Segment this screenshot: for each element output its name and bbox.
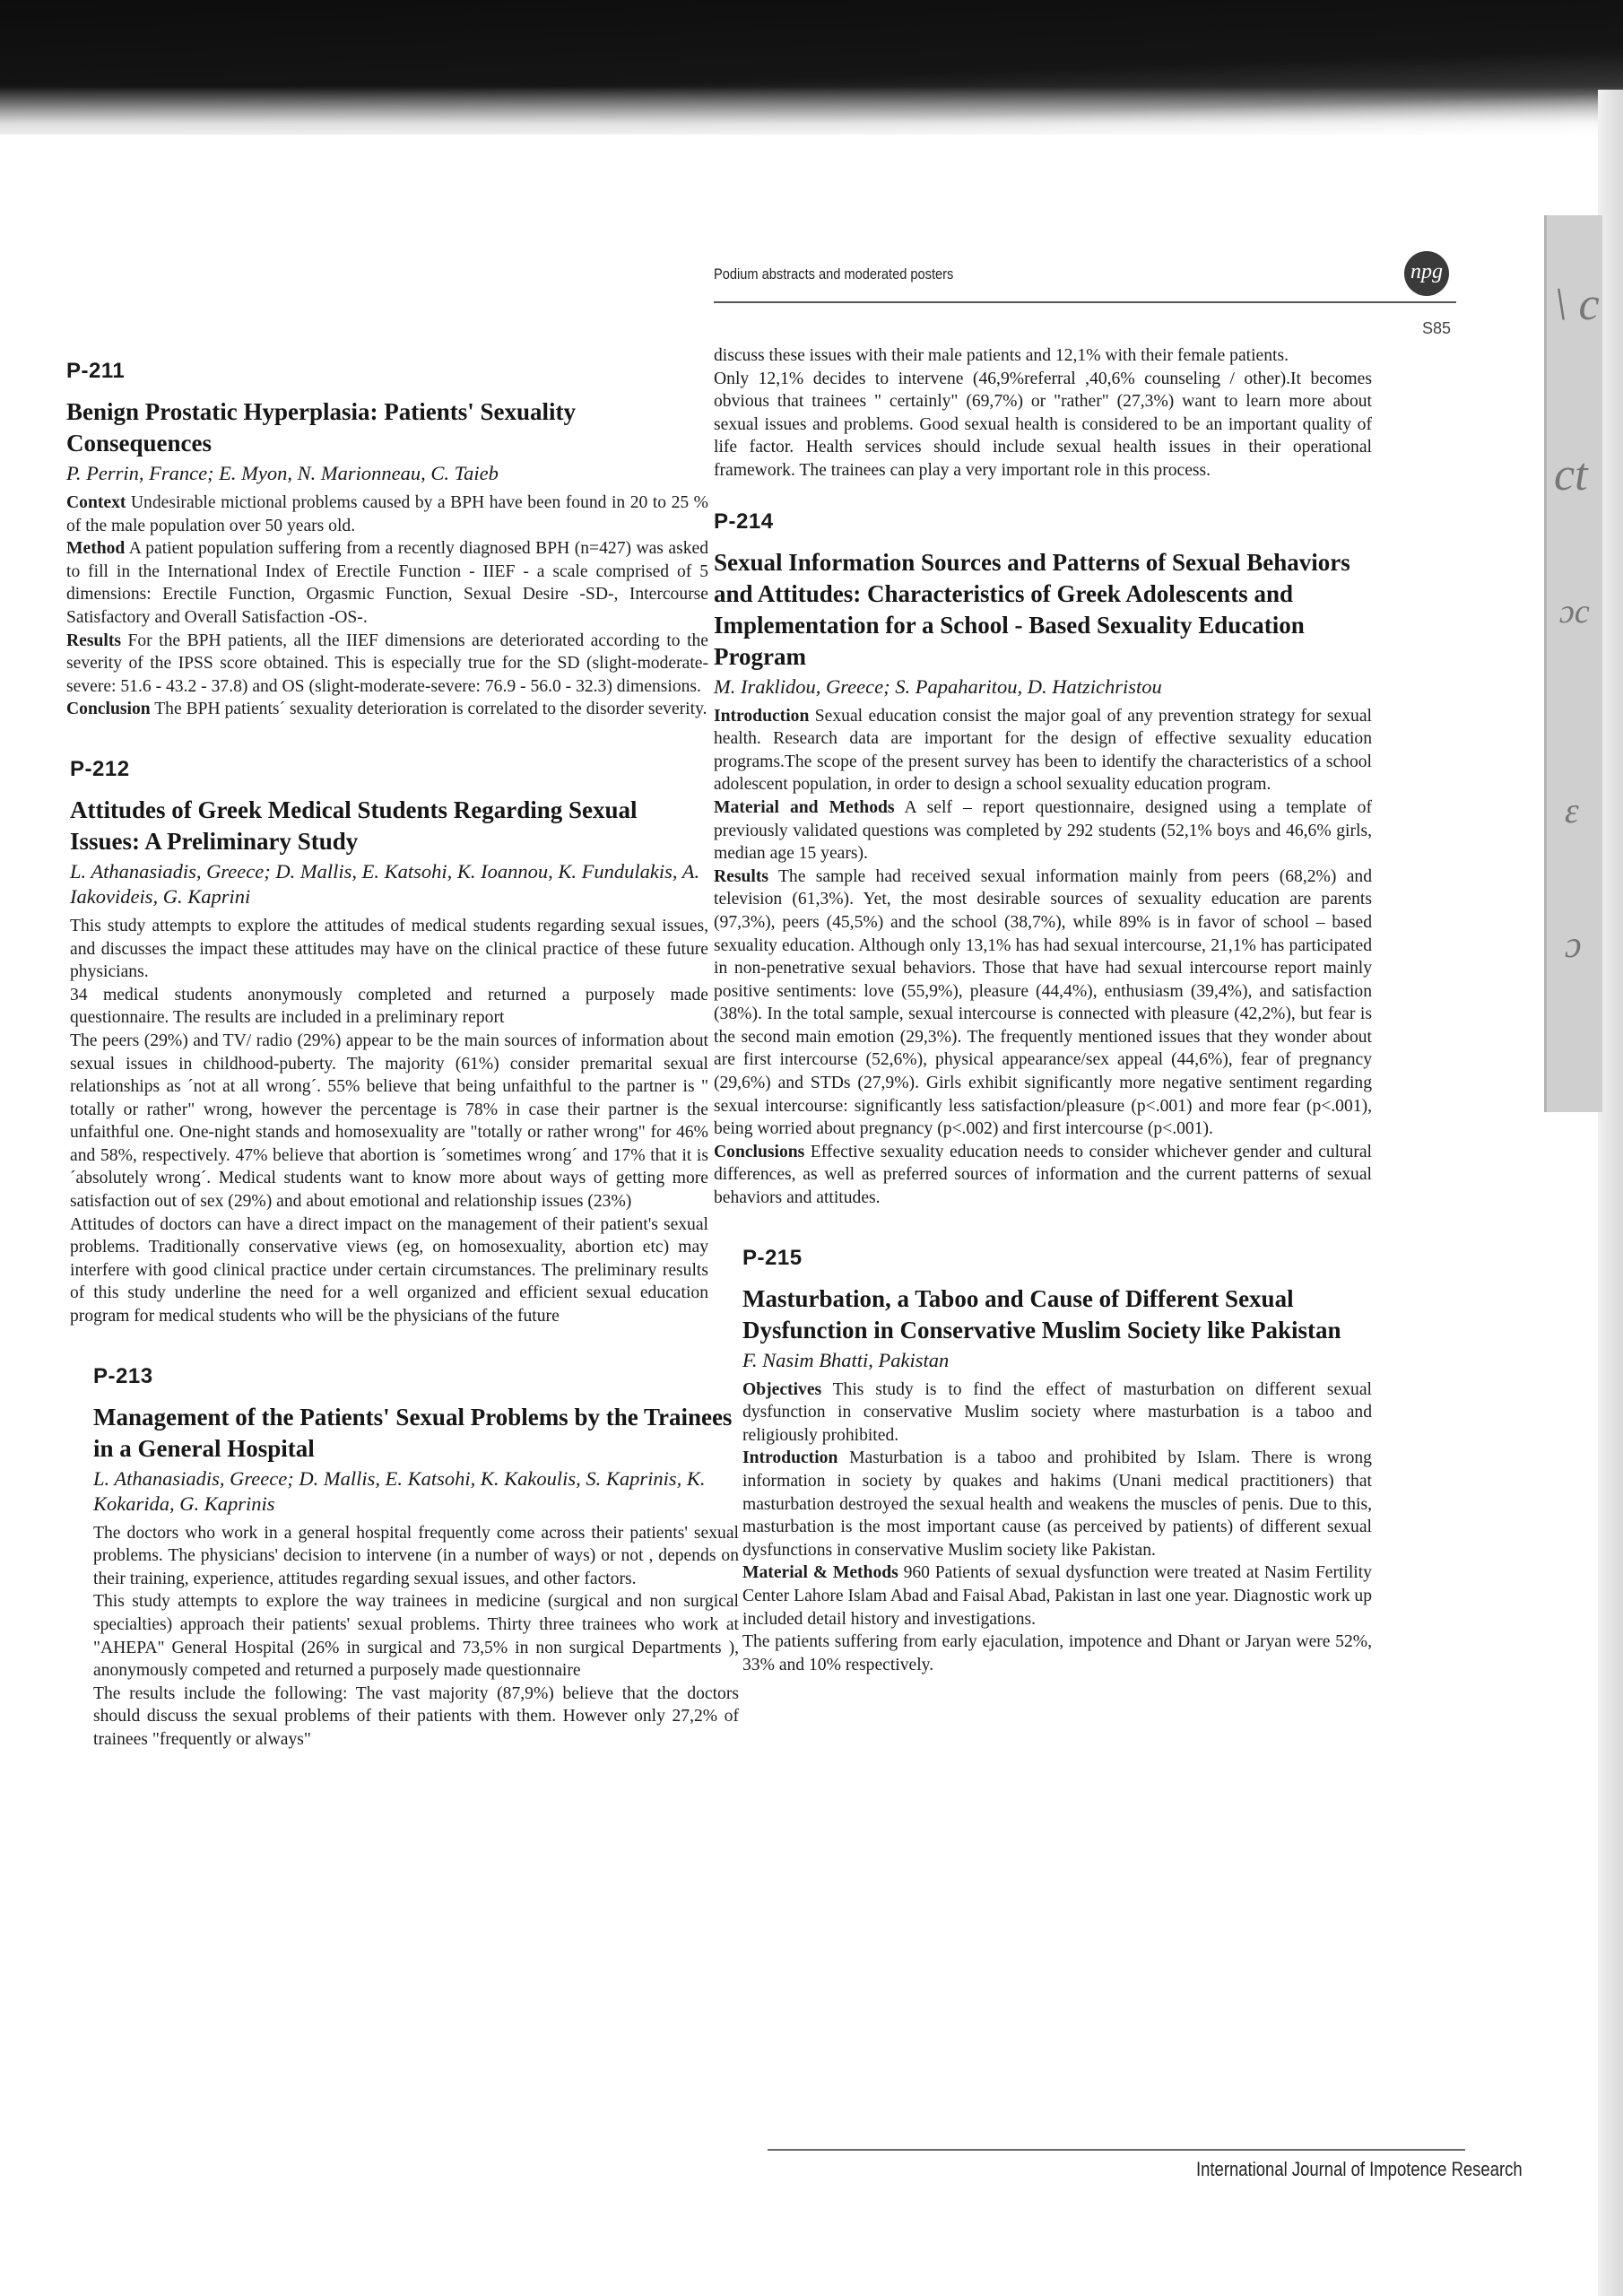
abstract-p215 xyxy=(742,1246,1372,1677)
section-label: Conclusions xyxy=(714,1142,805,1161)
section-label: Context xyxy=(66,493,126,512)
paragraph-text: A patient population suffering from a recently diagnosed BPH (n=427) was asked to fill in the International Index of Erectile Function - IIEF - a scale comprised of 5 dimensions: Erectile Function, Orgasmic Function, Sexual Desire -SD-, Intercourse Satisfactory and Overall Satisfaction -OS-. xyxy=(66,539,708,627)
introduction-paragraph xyxy=(714,705,1372,796)
results-paragraph xyxy=(66,630,708,699)
p213-continued: Only 12,1% decides to intervene (46,9%referral ,40,6% counseling / other).It becomes obvious that trainees " certainly" (69,7%) or "rather" (27,3%) want to learn more about sexual issues and problems. Good sexual health is considered to be an important quality of life factor. Health services should include sexual health issues in their operational framework. The trainees can play a very important role in this process. xyxy=(714,369,1372,480)
objectives-paragraph xyxy=(742,1378,1372,1448)
right-column xyxy=(714,344,1372,1712)
section-label: Introduction xyxy=(714,706,810,726)
abstract-p214 xyxy=(714,509,1372,1210)
paragraph-text: 960 Patients of sexual dysfunction were treated at Nasim Fertility Center Lahore Islam Abad and Faisal Abad, Pakistan in last one year. Diagnostic work up included detail history and investigations. xyxy=(742,1563,1372,1629)
page-number: S85 xyxy=(1422,319,1452,337)
margin-glyph: ɔc xyxy=(1559,593,1590,631)
section-label: Method xyxy=(66,539,126,559)
abstract-title: Masturbation, a Taboo and Cause of Different Sexual Dysfunction in Conservative Muslim Society like Pakistan xyxy=(742,1284,1341,1344)
section-label: Results xyxy=(714,866,768,886)
body-paragraph: The results include the following: The vast majority (87,9%) believe that the doctors should discuss the sexual problems of their patients with them. However only 27,2% of trainees "frequently or always" xyxy=(93,1683,739,1749)
body-paragraph: This study attempts to explore the attitudes of medical students regarding sexual issues, and discusses the impact these attitudes may have on the clinical practice of these future physicians. xyxy=(70,916,708,982)
section-label: Material and Methods xyxy=(714,797,895,817)
paragraph-text: Sexual education consist the major goal of any prevention strategy for sexual health. Research data are important for the design of effective sexuality education programs.The scope of the present survey has been to identify the characteristics of a school adolescent population, in order to design a school sexuality education program. xyxy=(714,706,1372,795)
abstract-authors: P. Perrin, France; E. Myon, N. Marionneau, C. Taieb xyxy=(66,462,499,484)
abstract-id: P-211 xyxy=(66,359,126,383)
footer-rule xyxy=(768,2149,1465,2151)
paragraph-text: For the BPH patients, all the IIEF dimensions are deteriorated according to the severity of the IPSS score obtained. This is especially true for the SD (slight-moderate- severe: 51.6 - 43.2 - 37.8) and OS (slight-moderate-severe: 76.9 - 56.0 - 32.3) dimensions. xyxy=(66,631,709,696)
paragraph-text: Undesirable mictional problems caused by a BPH have been found in 20 to 25 % of the male population over 50 years old. xyxy=(66,493,708,535)
body-paragraph: 34 medical students anonymously completed and returned a purposely made questionnaire. The results are included in a preliminary report xyxy=(70,985,708,1028)
abstract-id: P-214 xyxy=(714,509,774,534)
running-header: Podium abstracts and moderated posters xyxy=(714,265,954,283)
results-paragraph xyxy=(714,865,1372,1141)
left-column xyxy=(66,359,739,1787)
methods-paragraph xyxy=(742,1561,1372,1631)
paragraph-text: The BPH patients´ sexuality deterioration is correlated to the disorder severity. xyxy=(154,700,707,719)
margin-glyph: \ c xyxy=(1554,279,1600,330)
methods-paragraph xyxy=(714,796,1372,865)
paragraph-text: This study is to find the effect of masturbation on different sexual dysfunction in conservative Muslim society where masturbation is a taboo and religiously prohibited. xyxy=(742,1379,1372,1445)
section-label: Introduction xyxy=(742,1448,838,1468)
paragraph-text: A self – report questionnaire, designed using a template of previously validated questions was completed by 292 students (52,1% boys and 46,6% girls, median age 15 years). xyxy=(714,797,1372,864)
abstract-p212 xyxy=(70,757,708,1328)
abstract-authors: L. Athanasiadis, Greece; D. Mallis, E. Katsohi, K. Kakoulis, S. Kaprinis, K. Kokarida, G. Kaprinis xyxy=(93,1466,706,1515)
scanner-edge-fade xyxy=(0,86,1623,149)
introduction-paragraph xyxy=(742,1447,1372,1561)
journal-name: International Journal of Impotence Research xyxy=(1196,2158,1523,2180)
abstract-p213 xyxy=(93,1364,739,1752)
conclusions-paragraph xyxy=(714,1141,1372,1210)
method-paragraph xyxy=(66,537,708,629)
section-label: Conclusion xyxy=(66,700,151,719)
context-paragraph xyxy=(66,491,708,537)
margin-glyph: ɔ xyxy=(1565,925,1582,966)
body-paragraph: The peers (29%) and TV/ radio (29%) appear to be the main sources of information about sexual issues in childhood-puberty. The majority (61%) consider premarital sexual relationships as ´not at all wrong´. 55% believe that being unfaithful to the partner is " totally or rather" wrong, however the percentage is 78% in case their partner is the unfaithful one. One-night stands and homosexuality are "totally or rather wrong" for 46% and 58%, respectively. 47% believe that abortion is ´sometimes wrong´ and 17% that it is ´absolutely wrong´. Medical students want to know more about ways of getting more satisfaction out of sex (29%) and about emotional and relationship issues (23%) xyxy=(70,1031,708,1212)
abstract-title: Attitudes of Greek Medical Students Regarding Sexual Issues: A Preliminary Study xyxy=(70,796,638,855)
abstract-id: P-212 xyxy=(70,756,130,781)
section-label: Material & Methods xyxy=(742,1563,898,1583)
abstract-id: P-213 xyxy=(93,1363,153,1388)
body-paragraph: The doctors who work in a general hospital frequently come across their patients' sexual problems. The physicians' decision to intervene (in a number of ways) or not , depends on their training, experience, attitudes regarding sexual issues, and other factors. xyxy=(93,1523,739,1588)
abstract-id: P-215 xyxy=(742,1245,803,1270)
abstract-authors: L. Athanasiadis, Greece; D. Mallis, E. Katsohi, K. Ioannou, K. Fundulakis, A. Iakovideis, G. Kaprini xyxy=(70,859,700,908)
conclusion-paragraph xyxy=(66,698,708,721)
body-paragraph: The patients suffering from early ejaculation, impotence and Dhant or Jaryan were 52%, 33% and 10% respectively. xyxy=(742,1632,1372,1674)
header-rule xyxy=(714,301,1456,303)
section-label: Results xyxy=(66,631,121,650)
margin-glyph: ɛ xyxy=(1565,790,1579,831)
adjacent-page-edge xyxy=(1544,215,1602,1112)
abstract-p211 xyxy=(66,359,708,721)
section-label: Objectives xyxy=(742,1379,822,1399)
body-paragraph: This study attempts to explore the way trainees in medicine (surgical and non surgical specialties) approach their patients' sexual problems. Thirty three trainees who work at "AHEPA" General Hospital (26% in surgical and 73,5% in non surgical Departments ), anonymously competed and returned a purposely made questionnaire xyxy=(93,1592,739,1681)
paragraph-text: Masturbation is a taboo and prohibited by Islam. There is wrong information in society by quakes and hakims (Unani medical practitioners) that masturbation destroyed the sexual health and weakens the muscles of penis. Due to this, masturbation is the most important cause (as perceived by patients) of different sexual dysfunctions in conservative Muslim society like Pakistan. xyxy=(742,1448,1372,1560)
npg-logo: npg xyxy=(1404,251,1449,296)
body-paragraph: Attitudes of doctors can have a direct impact on the management of their patient's sexual problems. Traditionally conservative views (eg, on homosexuality, abortion etc) may interfere with good clinical practice under certain circumstances. The preliminary results of this study underline the need for a well organized and efficient sexual education program for medical students who will be the physicians of the future xyxy=(70,1214,708,1326)
paragraph-text: The sample had received sexual information mainly from peers (68,2%) and television (61,3%). Yet, the most desirable sources of sexuality education are parents (97,3%), peers (45,5%) and the school (38,7%), while 89% is in favor of school – based sexuality education. Although only 13,1% has had sexual intercourse, 21,1% has participated in non-penetrative sexual behaviors. Those that have had sexual intercourse report mainly positive sentiments: love (55,9%), pleasure (44,4%), enthusiasm (39,4%), and satisfaction (38%). In the total sample, sexual intercourse is connected with pleasure (42,2%), but fear is the second main emotion (29,3%). The frequently mentioned issues that they wonder about are first intercourse (52,6%), physical appearance/sex appeal (44,6%), fear of pregnancy (29,6%) and STDs (27,9%). Girls exhibit significantly more negative sentiment regarding sexual intercourse: significantly less satisfaction/pleasure (p<.001) and more fear (p<.001), being worried about pregnancy (p<.002) and first intercourse (p<.001). xyxy=(714,866,1373,1139)
abstract-title: Management of the Patients' Sexual Problems by the Trainees in a General Hospital xyxy=(93,1403,733,1462)
abstract-authors: F. Nasim Bhatti, Pakistan xyxy=(742,1348,950,1371)
paragraph-text: Effective sexuality education needs to consider whichever gender and cultural differences, as well as preferred sources of information and the current patterns of sexual behaviors and attitudes. xyxy=(714,1142,1372,1208)
p213-continued: discuss these issues with their male patients and 12,1% with their female patients. xyxy=(714,346,1289,365)
abstract-title: Sexual Information Sources and Patterns of Sexual Behaviors and Attitudes: Characteristics of Greek Adolescents and Implementation for a School - Based Sexuality Education Program xyxy=(714,548,1350,670)
margin-glyph: ct xyxy=(1554,449,1588,500)
abstract-title: Benign Prostatic Hyperplasia: Patients' Sexuality Consequences xyxy=(66,398,576,457)
abstract-authors: M. Iraklidou, Greece; S. Papaharitou, D. Hatzichristou xyxy=(714,674,1162,698)
